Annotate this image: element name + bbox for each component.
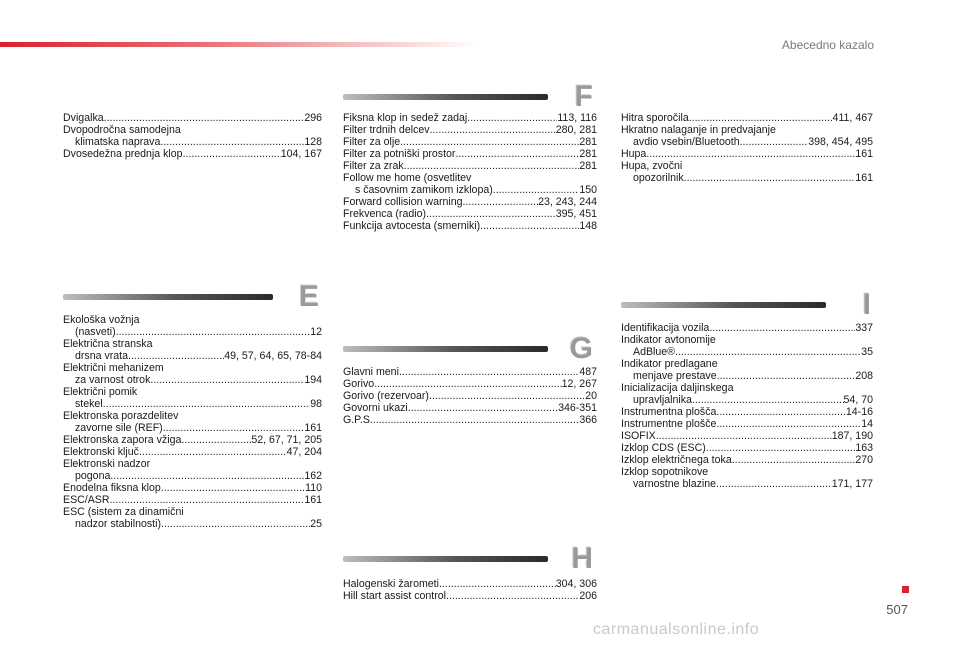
leader-dots (183, 148, 281, 160)
index-entry-term (343, 390, 597, 402)
leader-dots (493, 184, 580, 196)
index-entry-text: nadzor stabilnosti) (75, 518, 161, 530)
index-entry-text: Identifikacija vozila (621, 322, 710, 334)
index-entry-text: Filter za olje (343, 136, 401, 148)
index-entry-text: Instrumentna plošča (621, 406, 717, 418)
leader-dots (150, 374, 304, 386)
leader-dots (139, 446, 287, 458)
leader-dots (373, 414, 579, 426)
index-entry-term (621, 148, 873, 160)
index-entry-text: zavorne sile (REF) (75, 422, 163, 434)
index-entry-continuation (63, 374, 322, 386)
index-entry-pages: 161 (304, 422, 322, 434)
index-entry-term (63, 362, 322, 374)
leader-dots (104, 112, 305, 124)
index-entry-term (343, 172, 597, 184)
index-list-f (343, 112, 597, 232)
index-entry (63, 338, 322, 362)
index-entry (621, 124, 873, 148)
index-entry-term (63, 434, 322, 446)
index-entry-text: Filter za potniški prostor (343, 148, 456, 160)
index-entry-text: Dvigalka (63, 112, 104, 124)
index-entry-pages: 14-16 (845, 406, 873, 418)
index-entry-term (621, 382, 873, 394)
index-entry-pages: 398, 454, 495 (808, 136, 873, 148)
index-entry-text: ISOFIX (621, 430, 656, 442)
index-entry (343, 148, 597, 160)
index-entry-continuation (63, 136, 322, 148)
index-entry-term (621, 406, 873, 418)
index-entry-term (343, 220, 597, 232)
index-entry-text: Dvopodročna samodejna (63, 124, 181, 136)
index-entry-continuation (621, 172, 873, 184)
index-entry-text: Električna stranska (63, 338, 153, 350)
index-entry-pages: 25 (310, 518, 322, 530)
leader-dots (716, 478, 832, 490)
leader-dots (399, 366, 579, 378)
index-entry (621, 454, 873, 466)
index-entry-term (63, 386, 322, 398)
section-bar (343, 556, 548, 562)
index-entry-pages: 194 (304, 374, 322, 386)
page-header-title: Abecedno kazalo (781, 38, 874, 52)
index-entry (621, 322, 873, 334)
index-entry-term (63, 494, 322, 506)
index-entry-term (621, 358, 873, 370)
top-red-bar (0, 42, 480, 47)
index-entry-term (343, 378, 597, 390)
leader-dots (408, 402, 558, 414)
section-letter: G (569, 332, 593, 365)
leader-dots (480, 220, 579, 232)
index-entry-pages: 206 (579, 590, 597, 602)
index-entry-pages: 366 (579, 414, 597, 426)
index-entry-continuation (63, 350, 322, 362)
leader-dots (656, 430, 832, 442)
index-entry (621, 418, 873, 430)
index-entry-pages: 281 (579, 136, 597, 148)
index-entry-text: stekel (75, 398, 103, 410)
index-entry-term (63, 124, 322, 136)
index-entry (621, 466, 873, 490)
index-entry-term (343, 196, 597, 208)
index-entry-term (621, 322, 873, 334)
leader-dots (181, 434, 251, 446)
leader-dots (103, 398, 311, 410)
index-entry-term (621, 112, 873, 124)
index-entry-pages: 110 (305, 482, 322, 494)
index-entry-text: upravljalnika (633, 394, 692, 406)
index-entry-pages: 12 (310, 326, 322, 338)
index-entry-text: Elektronski nadzor (63, 458, 151, 470)
leader-dots (706, 442, 856, 454)
section-header-e (63, 280, 319, 316)
index-entry-text: Električni pomik (63, 386, 138, 398)
index-entry-text: s časovnim zamikom izklopa) (355, 184, 493, 196)
index-entry-text: Ekološka vožnja (63, 314, 140, 326)
section-header-h (343, 542, 593, 578)
index-entry-text: Dvosedežna prednja klop (63, 148, 183, 160)
index-entry-text: G.P.S. (343, 414, 373, 426)
index-entry-pages: 281 (579, 160, 597, 172)
index-entry-text: Hill start assist control (343, 590, 447, 602)
page-number: 507 (886, 602, 908, 617)
index-entry-pages: 113, 116 (557, 112, 597, 124)
index-entry-pages: 304, 306 (555, 578, 597, 590)
index-entry-pages: 487 (579, 366, 597, 378)
index-entry-term (343, 578, 597, 590)
leader-dots (716, 418, 861, 430)
index-entry-term (621, 418, 873, 430)
index-entry-pages: 337 (855, 322, 873, 334)
index-entry-term (343, 414, 597, 426)
index-entry-text: ESC/ASR (63, 494, 110, 506)
index-entry (63, 124, 322, 148)
leader-dots (110, 470, 304, 482)
leader-dots (709, 322, 855, 334)
leader-dots (689, 112, 833, 124)
index-entry-term (621, 160, 873, 172)
index-entry (621, 382, 873, 406)
index-entry-continuation (63, 470, 322, 482)
index-entry-pages: 54, 70 (843, 394, 873, 406)
index-entry-pages: 281 (579, 148, 597, 160)
index-entry-text: avdio vsebin/Bluetooth (633, 136, 740, 148)
index-entry (343, 112, 597, 124)
index-entry-text: Elektronska zapora vžiga (63, 434, 182, 446)
index-entry (343, 402, 597, 414)
leader-dots (429, 390, 585, 402)
section-letter: I (862, 288, 871, 321)
section-bar (343, 346, 548, 352)
index-entry-text: Glavni meni (343, 366, 399, 378)
index-entry-pages: 98 (310, 398, 322, 410)
index-entry (621, 334, 873, 358)
index-entry-term (621, 454, 873, 466)
index-entry-pages: 171, 177 (831, 478, 873, 490)
index-entry (343, 414, 597, 426)
leader-dots (116, 326, 311, 338)
index-entry-pages: 161 (304, 494, 322, 506)
watermark-text: carmanualsonline.info (593, 621, 760, 638)
index-entry-pages: 163 (855, 442, 873, 454)
index-entry-continuation (63, 398, 322, 410)
leader-dots (675, 346, 861, 358)
index-entry-pages: 346-351 (558, 402, 597, 414)
index-entry (621, 160, 873, 184)
leader-dots (717, 370, 856, 382)
index-entry-term (63, 314, 322, 326)
index-list-g (343, 366, 597, 426)
index-entry-text: Hupa, zvočni (621, 160, 683, 172)
index-entry-text: Indikator avtonomije (621, 334, 716, 346)
leader-dots (716, 406, 845, 418)
index-entry (63, 148, 322, 160)
index-entry (343, 136, 597, 148)
index-entry-term (621, 442, 873, 454)
index-entry (63, 434, 322, 446)
index-entry (343, 208, 597, 220)
index-entry-term (343, 112, 597, 124)
index-entry-term (343, 590, 597, 602)
index-entry-term (63, 338, 322, 350)
index-entry-text: Instrumentne plošče (621, 418, 717, 430)
section-header-g (343, 332, 593, 368)
index-entry-continuation (621, 370, 873, 382)
leader-dots (446, 590, 579, 602)
index-entry-continuation (63, 326, 322, 338)
index-list-e (63, 314, 322, 530)
index-entry-continuation (621, 136, 873, 148)
index-entry-term (343, 124, 597, 136)
index-entry (343, 124, 597, 136)
index-entry-text: Gorivo (rezervoar) (343, 390, 429, 402)
index-entry (343, 578, 597, 590)
index-entry (343, 160, 597, 172)
section-bar (621, 302, 826, 308)
index-entry (343, 196, 597, 208)
leader-dots (161, 482, 305, 494)
index-entry (621, 430, 873, 442)
index-entry-text: Izklop električnega toka (621, 454, 732, 466)
leader-dots (400, 136, 579, 148)
index-entry-text: Fiksna klop in sedež zadaj (343, 112, 468, 124)
index-entry (621, 442, 873, 454)
index-entry-term (343, 160, 597, 172)
index-entry-continuation (621, 346, 873, 358)
index-entry-term (343, 366, 597, 378)
index-entry-pages: 395, 451 (555, 208, 597, 220)
index-entry-pages: 104, 167 (280, 148, 322, 160)
leader-dots (110, 494, 305, 506)
index-entry-text: Elektronski ključ (63, 446, 139, 458)
leader-dots (692, 394, 844, 406)
index-entry-term (63, 148, 322, 160)
index-entry (63, 446, 322, 458)
index-entry-text: Filter trdnih delcev (343, 124, 430, 136)
index-entry-term (63, 410, 322, 422)
index-entry-text: menjave prestave (633, 370, 717, 382)
index-entry-pages: 14 (861, 418, 873, 430)
index-entry-term (63, 482, 322, 494)
leader-dots (732, 454, 856, 466)
index-entry (621, 112, 873, 124)
index-entry-text: Inicializacija daljinskega (621, 382, 734, 394)
index-list-h-continued (621, 112, 873, 184)
index-entry-continuation (343, 184, 597, 196)
index-list-h (343, 578, 597, 602)
index-entry-text: Izklop CDS (ESC) (621, 442, 706, 454)
index-entry (343, 220, 597, 232)
index-entry-text: Govorni ukazi (343, 402, 408, 414)
index-list-d (63, 112, 322, 160)
index-entry-text: Elektronska porazdelitev (63, 410, 179, 422)
index-entry-pages: 49, 57, 64, 65, 78-84 (224, 350, 322, 362)
index-entry-pages: 280, 281 (555, 124, 597, 136)
index-entry-text: Hkratno nalaganje in predvajanje (621, 124, 776, 136)
index-entry-text: AdBlue® (633, 346, 675, 358)
index-entry (63, 458, 322, 482)
index-entry-text: Frekvenca (radio) (343, 208, 427, 220)
index-entry-continuation (621, 478, 873, 490)
index-entry-pages: 52, 67, 71, 205 (251, 434, 322, 446)
index-entry-term (343, 208, 597, 220)
index-entry-term (343, 402, 597, 414)
index-entry-text: Follow me home (osvetlitev (343, 172, 472, 184)
leader-dots (404, 160, 580, 172)
leader-dots (455, 148, 579, 160)
section-bar (343, 94, 548, 100)
index-entry-continuation (63, 518, 322, 530)
index-entry-term (343, 148, 597, 160)
index-entry (343, 390, 597, 402)
index-entry-term (63, 112, 322, 124)
index-entry (621, 406, 873, 418)
index-entry-pages: 161 (855, 148, 873, 160)
leader-dots (430, 124, 556, 136)
index-entry-pages: 148 (579, 220, 597, 232)
leader-dots (467, 112, 557, 124)
section-letter: H (571, 542, 593, 575)
index-entry-pages: 411, 467 (832, 112, 873, 124)
index-entry-text: drsna vrata (75, 350, 128, 362)
index-entry-term (621, 430, 873, 442)
index-entry-pages: 208 (855, 370, 873, 382)
leader-dots (374, 378, 561, 390)
index-entry-text: Funkcija avtocesta (smerniki) (343, 220, 481, 232)
leader-dots (463, 196, 539, 208)
index-entry-pages: 20 (585, 390, 597, 402)
index-entry (63, 112, 322, 124)
index-entry-text: Forward collision warning (343, 196, 463, 208)
index-list-i (621, 322, 873, 490)
leader-dots (646, 148, 855, 160)
index-entry-pages: 23, 243, 244 (538, 196, 597, 208)
index-entry (63, 362, 322, 386)
index-entry-term (63, 506, 322, 518)
index-entry-pages: 150 (579, 184, 597, 196)
leader-dots (163, 422, 305, 434)
index-entry (343, 366, 597, 378)
index-entry-text: Hupa (621, 148, 647, 160)
page-marker-square (902, 586, 909, 593)
index-entry (63, 386, 322, 410)
index-entry (343, 590, 597, 602)
index-entry (343, 378, 597, 390)
section-bar (63, 294, 273, 300)
index-entry-text: za varnost otrok (75, 374, 151, 386)
leader-dots (740, 136, 809, 148)
index-entry-pages: 270 (855, 454, 873, 466)
index-entry (343, 172, 597, 196)
index-entry (63, 494, 322, 506)
index-entry-term (621, 124, 873, 136)
index-entry-text: Hitra sporočila (621, 112, 689, 124)
index-entry-term (621, 334, 873, 346)
index-entry-text: Gorivo (343, 378, 375, 390)
index-entry-pages: 161 (855, 172, 873, 184)
index-entry-text: ESC (sistem za dinamični (63, 506, 184, 518)
index-entry-pages: 35 (861, 346, 873, 358)
index-entry (63, 410, 322, 434)
section-letter: F (574, 80, 593, 113)
index-entry-text: Električni mehanizem (63, 362, 164, 374)
leader-dots (439, 578, 556, 590)
index-entry-text: klimatska naprava (75, 136, 161, 148)
index-entry-continuation (63, 422, 322, 434)
leader-dots (128, 350, 224, 362)
leader-dots (161, 518, 310, 530)
index-entry-text: (nasveti) (75, 326, 116, 338)
index-entry-term (343, 136, 597, 148)
index-entry-text: Izklop sopotnikove (621, 466, 709, 478)
leader-dots (426, 208, 556, 220)
index-entry-term (621, 466, 873, 478)
index-entry-term (63, 446, 322, 458)
leader-dots (684, 172, 856, 184)
index-entry-pages: 12, 267 (561, 378, 597, 390)
index-entry-pages: 296 (304, 112, 322, 124)
index-entry-text: varnostne blazine (633, 478, 717, 490)
index-entry-text: Indikator predlagane (621, 358, 718, 370)
section-letter: E (298, 280, 319, 313)
index-entry (621, 358, 873, 382)
leader-dots (160, 136, 304, 148)
index-entry (621, 148, 873, 160)
index-entry-pages: 128 (304, 136, 322, 148)
index-entry-term (63, 458, 322, 470)
section-header-i (621, 288, 871, 324)
index-entry-text: pogona (75, 470, 111, 482)
index-entry-text: Enodelna fiksna klop (63, 482, 161, 494)
index-entry-text: Halogenski žarometi (343, 578, 439, 590)
index-entry-continuation (621, 394, 873, 406)
index-entry-pages: 47, 204 (286, 446, 322, 458)
index-entry (63, 506, 322, 530)
index-entry (63, 482, 322, 494)
index-entry-pages: 162 (304, 470, 322, 482)
index-entry-pages: 187, 190 (831, 430, 873, 442)
index-entry-text: opozorilnik (633, 172, 684, 184)
index-entry-text: Filter za zrak (343, 160, 404, 172)
index-entry (63, 314, 322, 338)
